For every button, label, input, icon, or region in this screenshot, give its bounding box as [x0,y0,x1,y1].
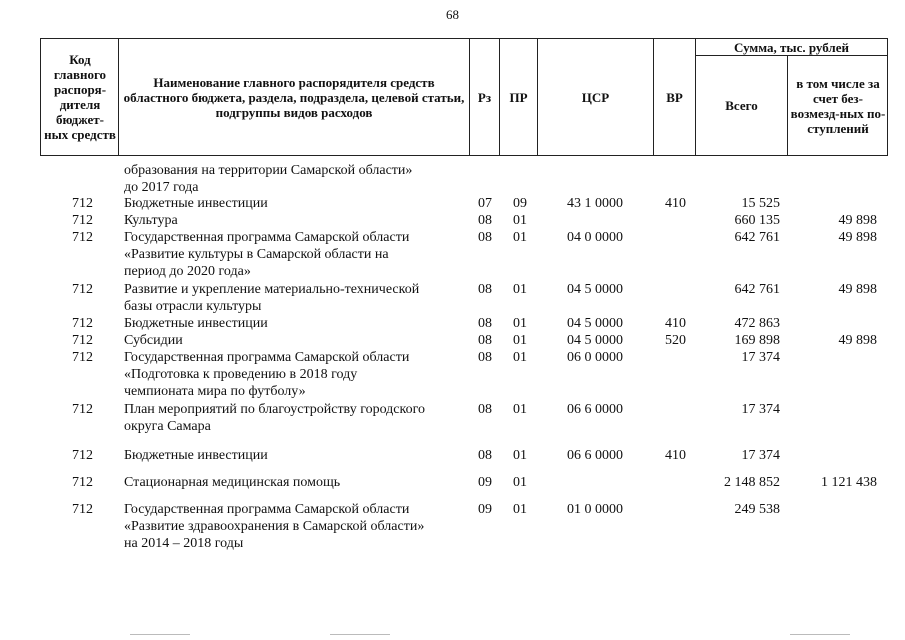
row-name-line: до 2017 года [124,180,199,195]
row-csr: 04 5 0000 [567,282,623,297]
row-rz: 09 [478,502,492,517]
row-total: 642 761 [734,230,780,245]
row-rz: 08 [478,333,492,348]
footer-rule [330,634,390,635]
row-csr: 06 6 0000 [567,448,623,463]
row-grants: 49 898 [838,333,877,348]
table-header [40,38,888,156]
header-sum: Сумма, тыс. рублей [734,39,849,55]
row-total: 2 148 852 [724,475,780,490]
row-grants: 49 898 [838,213,877,228]
row-csr: 06 0 0000 [567,350,623,365]
row-total: 17 374 [741,350,780,365]
header-rz: Рз [477,89,492,105]
row-total: 15 525 [741,196,780,211]
row-name-line: чемпионата мира по футболу» [124,384,306,399]
row-code: 712 [72,448,93,463]
row-grants: 1 121 438 [821,475,877,490]
row-name-line: Бюджетные инвестиции [124,196,268,211]
row-name-line: «Развитие здравоохранения в Самарской области» [124,519,425,534]
row-pr: 01 [513,475,527,490]
row-name-line: Бюджетные инвестиции [124,448,268,463]
row-pr: 01 [513,402,527,417]
row-name-line: План мероприятий по благоустройству городского [124,402,425,417]
row-vr: 410 [665,316,686,331]
row-total: 472 863 [734,316,780,331]
row-csr: 04 5 0000 [567,316,623,331]
row-code: 712 [72,196,93,211]
row-name-line: Субсидии [124,333,183,348]
row-name-line: Бюджетные инвестиции [124,316,268,331]
row-total: 660 135 [734,213,780,228]
row-rz: 08 [478,230,492,245]
row-rz: 08 [478,316,492,331]
row-code: 712 [72,402,93,417]
row-rz: 08 [478,213,492,228]
row-name-line: Развитие и укрепление материально-технической [124,282,420,297]
row-name-line: Государственная программа Самарской области [124,230,410,245]
row-name-line: образования на территории Самарской области» [124,163,413,178]
row-name-line: базы отрасли культуры [124,299,262,314]
row-csr: 04 5 0000 [567,333,623,348]
row-code: 712 [72,213,93,228]
row-vr: 410 [665,196,686,211]
header-border [887,38,888,156]
row-pr: 01 [513,230,527,245]
header-pr: ПР [509,89,528,105]
row-grants: 49 898 [838,282,877,297]
row-rz: 09 [478,475,492,490]
row-total: 642 761 [734,282,780,297]
header-vr: ВР [666,89,683,105]
row-total: 17 374 [741,448,780,463]
row-pr: 09 [513,196,527,211]
row-total: 249 538 [734,502,780,517]
row-code: 712 [72,230,93,245]
row-csr: 43 1 0000 [567,196,623,211]
row-rz: 08 [478,402,492,417]
row-pr: 01 [513,448,527,463]
header-name: Наименование главного распорядителя средств областного бюджета, раздела, подраздела, целевой статьи, подгруппы видов расходов [123,74,465,120]
row-pr: 01 [513,350,527,365]
row-pr: 01 [513,333,527,348]
row-csr: 01 0 0000 [567,502,623,517]
row-vr: 520 [665,333,686,348]
footer-rule [790,634,850,635]
row-rz: 08 [478,350,492,365]
row-total: 17 374 [741,402,780,417]
row-code: 712 [72,282,93,297]
row-pr: 01 [513,502,527,517]
row-name-line: Государственная программа Самарской области [124,350,410,365]
row-name-line: «Развитие культуры в Самарской области на [124,247,389,262]
header-grants: в том числе за счет без-возмезд-ных по-ступлений [790,75,886,136]
row-name-line: округа Самара [124,419,211,434]
row-name-line: на 2014 – 2018 годы [124,536,244,551]
header-csr: ЦСР [581,89,610,105]
header-total: Всего [725,98,758,113]
row-name-line: период до 2020 года» [124,264,251,279]
row-rz: 07 [478,196,492,211]
row-rz: 08 [478,448,492,463]
row-rz: 08 [478,282,492,297]
row-code: 712 [72,333,93,348]
header-bottom-border [40,155,888,156]
row-name-line: «Подготовка к проведению в 2018 году [124,367,358,382]
row-name-line: Культура [124,213,178,228]
header-border [118,38,119,156]
row-code: 712 [72,502,93,517]
row-pr: 01 [513,213,527,228]
row-code: 712 [72,475,93,490]
row-grants: 49 898 [838,230,877,245]
row-code: 712 [72,350,93,365]
row-csr: 06 6 0000 [567,402,623,417]
row-pr: 01 [513,282,527,297]
header-border [787,55,788,156]
row-total: 169 898 [734,333,780,348]
row-name-line: Стационарная медицинская помощь [124,475,341,490]
page-number: 68 [446,7,459,22]
row-code: 712 [72,316,93,331]
row-csr: 04 0 0000 [567,230,623,245]
header-code: Код главного распоря-дителя бюджет-ных средств [44,52,116,142]
header-border [40,38,41,156]
row-name-line: Государственная программа Самарской области [124,502,410,517]
row-vr: 410 [665,448,686,463]
footer-rule [130,634,190,635]
row-pr: 01 [513,316,527,331]
